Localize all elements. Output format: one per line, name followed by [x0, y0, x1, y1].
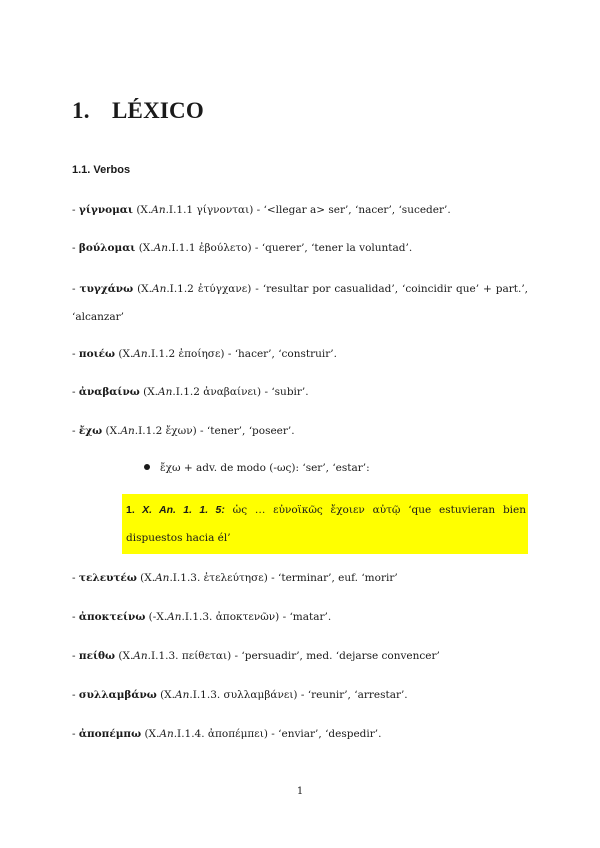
section-heading	[72, 98, 204, 124]
example-text	[126, 496, 526, 552]
bullet-item: ἔχω + adv. de modo (-ως): ‘ser’, ‘estar’:	[144, 458, 370, 478]
verb-entry: - τελευτέω (X.An.I.1.3. ἐτελεύτησε) - ‘terminar’, euf. ‘morir’	[72, 572, 398, 584]
verb-lemma: τυγχάνω	[79, 283, 134, 295]
verb-entry: - συλλαμβάνω (X.An.I.1.3. συλλαμβάνει) - ‘reunir’, ‘arrestar’.	[72, 689, 408, 701]
verb-lemma: γίγνομαι	[78, 204, 133, 216]
section-title: LÉXICO	[112, 98, 204, 123]
example-citation: X. An. 1. 1. 5:	[142, 504, 225, 516]
verb-lemma: ποιέω	[78, 348, 116, 360]
verb-lemma: ἔχω	[78, 425, 103, 437]
verb-entry: - ἀναβαίνω (X.An.I.1.2 ἀναβαίνει) - ‘subir’.	[72, 386, 309, 398]
verb-entry: - πείθω (X.An.I.1.3. πείθεται) - ‘persuadir’, med. ‘dejarse convencer’	[72, 650, 440, 662]
verb-entry: - γίγνομαι (X.An.I.1.1 γίγνονται) - ‘<llegar a> ser’, ‘nacer’, ‘suceder’.	[72, 204, 451, 216]
verb-entry: - ποιέω (X.An.I.1.2 ἐποίησε) - ‘hacer’, ‘construir’.	[72, 348, 337, 360]
verb-entry: - βούλομαι (X.An.I.1.1 ἐβούλετο) - ‘querer’, ‘tener la voluntad’.	[72, 242, 413, 254]
verb-entry: - τυγχάνω (X.An.I.1.2 ἐτύγχανε) - ‘resultar por casualidad’, ‘coincidir que’ + part.’, ‘alcanzar’	[72, 283, 529, 323]
bullet-dot-icon	[144, 464, 150, 470]
verb-entry: - ἔχω (X.An.I.1.2 ἔχων) - ‘tener’, ‘poseer’.	[72, 425, 295, 437]
section-number: 1.	[72, 98, 90, 123]
verb-lemma: συλλαμβάνω	[78, 689, 157, 701]
verb-lemma: ἀναβαίνω	[78, 386, 140, 398]
page-number: 1	[296, 786, 304, 797]
example-number: 1.	[126, 504, 135, 516]
verb-lemma: ἀποκτείνω	[78, 611, 146, 623]
verb-entry: - ἀποπέμπω (X.An.I.1.4. ἀποπέμπει) - ‘enviar’, ‘despedir’.	[72, 728, 382, 740]
verb-entry: - ἀποκτείνω (-X.An.I.1.3. ἀποκτενῶν) - ‘matar’.	[72, 611, 332, 623]
verb-lemma: ἀποπέμπω	[78, 728, 142, 740]
example-quote: ὡς … εὐνοϊκῶς ἔχοιεν αὐτῷ ‘que estuvieran bien dispuestos hacia él’	[126, 504, 526, 544]
verb-lemma: βούλομαι	[78, 242, 136, 254]
subsection-heading: 1.1. Verbos	[72, 164, 131, 176]
verb-lemma: πείθω	[78, 650, 116, 662]
verb-lemma: τελευτέω	[78, 572, 137, 584]
